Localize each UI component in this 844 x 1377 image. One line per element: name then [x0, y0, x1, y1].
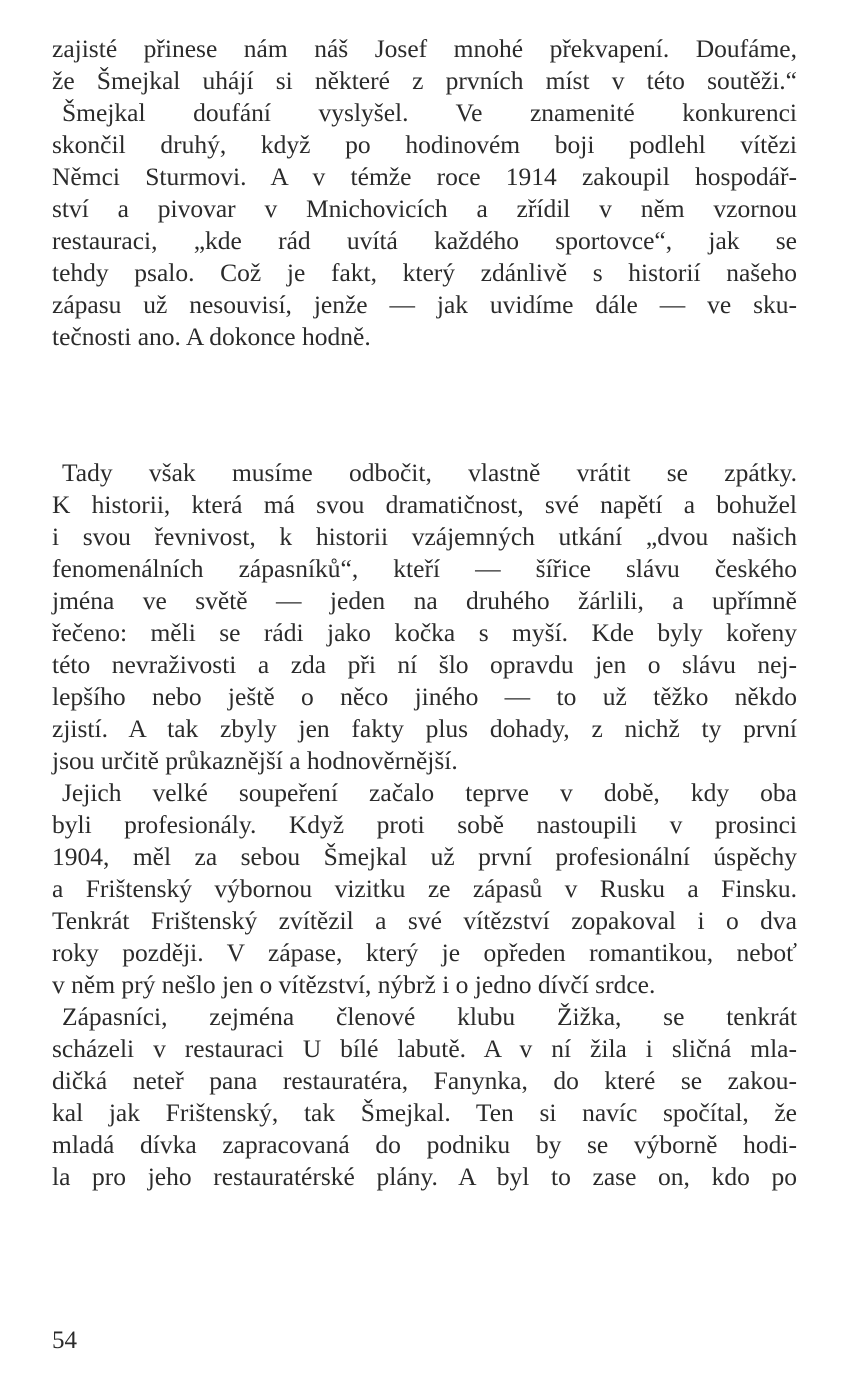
text-line: Jejich velké soupeření začalo teprve v době, kdy oba	[62, 778, 797, 807]
paragraph	[52, 33, 797, 97]
text-line: zápasu už nesouvisí, jenže — jak uvidíme dále — ve sku-	[52, 290, 797, 319]
text-line: a Frištenský výbornou vizitku ze zápasů v Rusku a Finsku.	[52, 874, 797, 903]
text-line: i svou řevnivost, k historii vzájemných utkání „dvou našich	[52, 522, 797, 551]
text-line: jména ve světě — jeden na druhého žárlili, a upřímně	[52, 586, 797, 615]
text-line: restauraci, „kde rád uvítá každého sportovce“, jak se	[52, 226, 797, 255]
text-line: ství a pivovar v Mnichovicích a zřídil v něm vzornou	[52, 194, 797, 223]
text-line: lepšího nebo ještě o něco jiného — to už těžko někdo	[52, 682, 797, 711]
text-line: Zápasníci, zejména členové klubu Žižka, se tenkrát	[62, 1002, 797, 1031]
text-section-bottom	[52, 457, 797, 1193]
text-line: kal jak Frištenský, tak Šmejkal. Ten si navíc spočítal, že	[52, 1098, 797, 1127]
paragraph	[52, 457, 797, 777]
text-section-top	[52, 33, 797, 353]
text-line: řečeno: měli se rádi jako kočka s myší. Kde byly kořeny	[52, 618, 797, 647]
text-line: fenomenálních zápasníků“, kteří — šířice slávu českého	[52, 554, 797, 583]
text-line: této nevraživosti a zda při ní šlo opravdu jen o slávu nej-	[52, 650, 797, 679]
text-line: v něm prý nešlo jen o vítězství, nýbrž i o jedno dívčí srdce.	[52, 970, 656, 999]
text-line: jsou určitě průkaznější a hodnověrnější.	[52, 746, 458, 775]
text-line: tehdy psalo. Což je fakt, který zdánlivě s historií našeho	[52, 258, 797, 287]
text-line: tečnosti ano. A dokonce hodně.	[52, 322, 371, 351]
text-line: scházeli v restauraci U bílé labutě. A v ní žila i sličná mla-	[52, 1034, 797, 1063]
text-line: Šmejkal doufání vyslyšel. Ve znamenité konkurenci	[62, 98, 797, 127]
text-line: roky později. V zápase, který je opředen romantikou, neboť	[52, 938, 797, 967]
text-line: že Šmejkal uhájí si některé z prvních míst v této soutěži.“	[52, 66, 797, 95]
text-line: K historii, která má svou dramatičnost, své napětí a bohužel	[52, 490, 797, 519]
text-line: dičká neteř pana restauratéra, Fanynka, do které se zakou-	[52, 1066, 797, 1095]
text-line: 1904, měl za sebou Šmejkal už první profesionální úspěchy	[52, 842, 797, 871]
text-line: mladá dívka zapracovaná do podniku by se výborně hodi-	[52, 1130, 797, 1159]
paragraph	[52, 777, 797, 1001]
text-line: Tenkrát Frištenský zvítězil a své vítězství zopakoval i o dva	[52, 906, 797, 935]
text-line: zjistí. A tak zbyly jen fakty plus dohady, z nichž ty první	[52, 714, 797, 743]
text-line: skončil druhý, když po hodinovém boji podlehl vítězi	[52, 130, 797, 159]
text-line: Němci Sturmovi. A v témže roce 1914 zakoupil hospodář-	[52, 162, 797, 191]
text-line: la pro jeho restauratérské plány. A byl to zase on, kdo po	[52, 1162, 797, 1191]
text-line: byli profesionály. Když proti sobě nastoupili v prosinci	[52, 810, 797, 839]
text-line: Tady však musíme odbočit, vlastně vrátit se zpátky.	[62, 458, 797, 487]
paragraph	[52, 1001, 797, 1193]
paragraph	[52, 97, 797, 353]
page-number: 54	[52, 1327, 77, 1354]
text-line: zajisté přinese nám náš Josef mnohé překvapení. Doufáme,	[52, 34, 797, 63]
